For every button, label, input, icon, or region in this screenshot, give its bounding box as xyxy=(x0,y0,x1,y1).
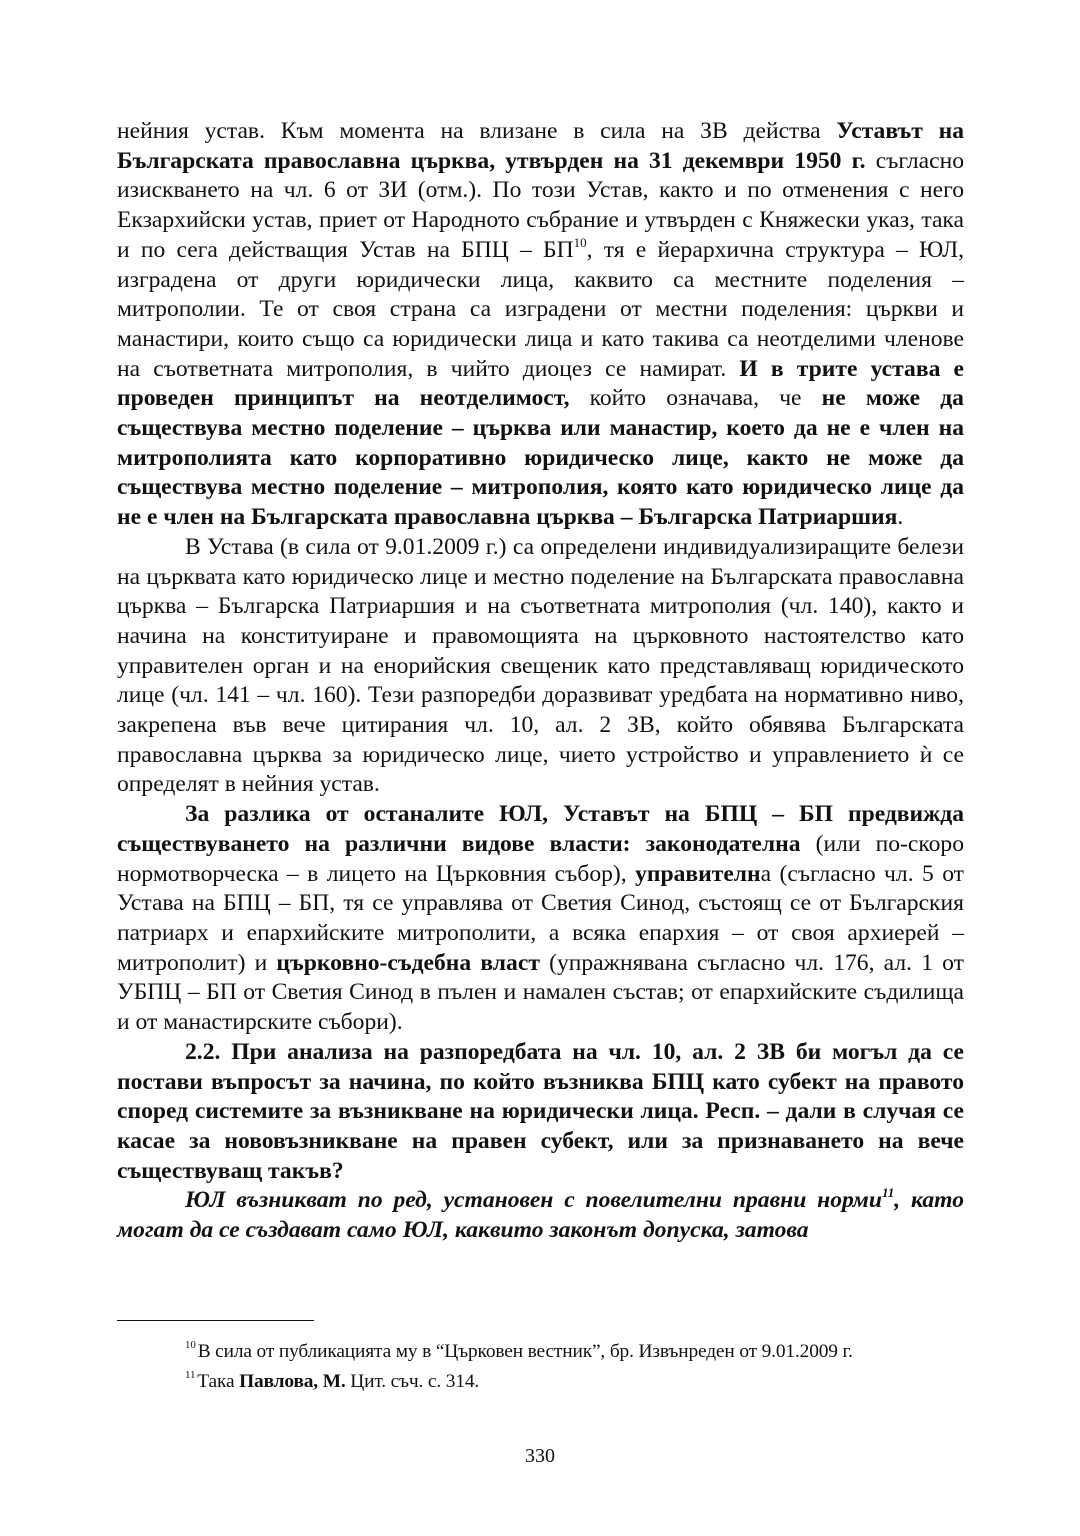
p3-bold-executive: управителн xyxy=(635,860,761,887)
footnote-prefix: Така xyxy=(197,1371,240,1392)
paragraph-1 xyxy=(117,117,964,533)
footnotes xyxy=(117,1337,964,1397)
paragraph-3 xyxy=(117,800,964,1038)
paragraph-4-section-2-2: 2.2. При анализа на разпоредбата на чл. 10, ал. 2 ЗВ би могъл да се постави въпросът за начина, по който възниква БПЦ като субект на правото според системите за възникване на юридически лица. Респ. – дали в случая се касае за нововъзникване на правен субект, или за признаването на вече съществуващ такъв? xyxy=(117,1038,964,1184)
footnote-11 xyxy=(117,1367,964,1397)
p3-text-2: а (съгласно чл. 5 от Устава на БПЦ – БП, тя се управлява от Светия Синод, състоящ се от Българския патриарх и епархийските митрополити, а всяка епархия – от своя архиерей – митрополит) и xyxy=(117,860,964,976)
footnote-author: Павлова, М. xyxy=(239,1371,346,1392)
footnote-suffix: Цит. съч. с. 314. xyxy=(345,1371,480,1392)
p1-text-5: . xyxy=(897,504,904,531)
p3-bold-powers: За разлика от останалите ЮЛ, Уставът на БПЦ – БП предвижда съществуването на различни видове власти: законодателна xyxy=(117,801,964,857)
footnote-number: 11 xyxy=(185,1368,196,1381)
p1-text-1: нейния устав. Към момента на влизане в сила на ЗВ действа xyxy=(117,118,837,144)
footnote-separator xyxy=(117,1320,314,1321)
p1-text-3: , тя е йерархична структура – ЮЛ, изградена от други юридически лица, каквито са местните поделения – митрополии. Те от своя страна са изградени от местни поделения: църкви и манастири, които също са юридически лица и като такива са неотделими членове на съответната митрополия, в чийто диоцез се намират. xyxy=(117,236,964,382)
paragraph-5 xyxy=(117,1186,964,1245)
page-number: 330 xyxy=(525,1445,555,1467)
p5-text-2: , като могат да се създават само ЮЛ, каквито законът допуска, затова xyxy=(117,1187,964,1244)
p1-bold-statute-1950: Уставът на Българската православна църква, утвърден на 31 декември 1950 г. xyxy=(117,118,964,174)
footnote-ref-10[interactable]: 10 xyxy=(573,234,587,250)
paragraph-2: В Устава (в сила от 9.01.2009 г.) са определени индивидуализиращите белези на църквата като юридическо лице и местно поделение на Българската православна църква – Българска Патриаршия и на съответната митрополия (чл. 140), както и начина на конституиране и правомощията на църковното настоятелство като управителен орган и на енорийския свещеник като представляващ юридическото лице (чл. 141 – чл. 160). Тези разпоредби доразвиват уредбата на нормативно ниво, закрепена във вече цитирания чл. 10, ал. 2 ЗВ, който обявява Българската православна църква за юридическо лице, чието устройство и управлението ѝ се определят в нейния устав. xyxy=(117,533,964,798)
p5-text-1: ЮЛ възникват по ред, установен с повелителни правни норми xyxy=(185,1187,882,1214)
p3-bold-judicial: църковно-съдебна власт xyxy=(276,949,540,976)
footnote-number: 10 xyxy=(185,1338,196,1351)
p3-text-3: (упражнявана съгласно чл. 176, ал. 1 от УБПЦ – БП от Светия Синод в пълен и намален състав; от епархийските съдилища и от манастирските събори). xyxy=(117,949,964,1036)
footnote-ref-11[interactable]: 11 xyxy=(881,1185,895,1201)
p1-text-4: който означава, че xyxy=(569,385,822,412)
footnote-text: В сила от публикацията му в “Църковен вестник”, бр. Извънреден от 9.01.2009 г. xyxy=(197,1341,853,1362)
footnote-10 xyxy=(117,1337,964,1367)
p1-bold-inseparability: И в трите устава е проведен принципът на неотделимост, xyxy=(117,355,964,412)
p3-text-1: (или по-скоро нормотворческа – в лицето на Църковния събор), xyxy=(117,830,964,887)
page-body xyxy=(117,117,964,1246)
p1-text-2: съгласно изискването на чл. 6 от ЗИ (отм.). По този Устав, както и по отменения с него Екзархийски устав, приет от Народното събрание и утвърден с Княжески указ, така и по сега действащия Устав на БПЦ – БП xyxy=(117,147,964,263)
p1-bold-local-division: не може да съществува местно поделение – църква или манастир, което да не е член на митрополията като корпоративно юридическо лице, както не може да съществува местно поделение – митрополия, която като юридическо лице да не е член на Българската православна църква – Българска Патриаршия xyxy=(117,385,964,531)
